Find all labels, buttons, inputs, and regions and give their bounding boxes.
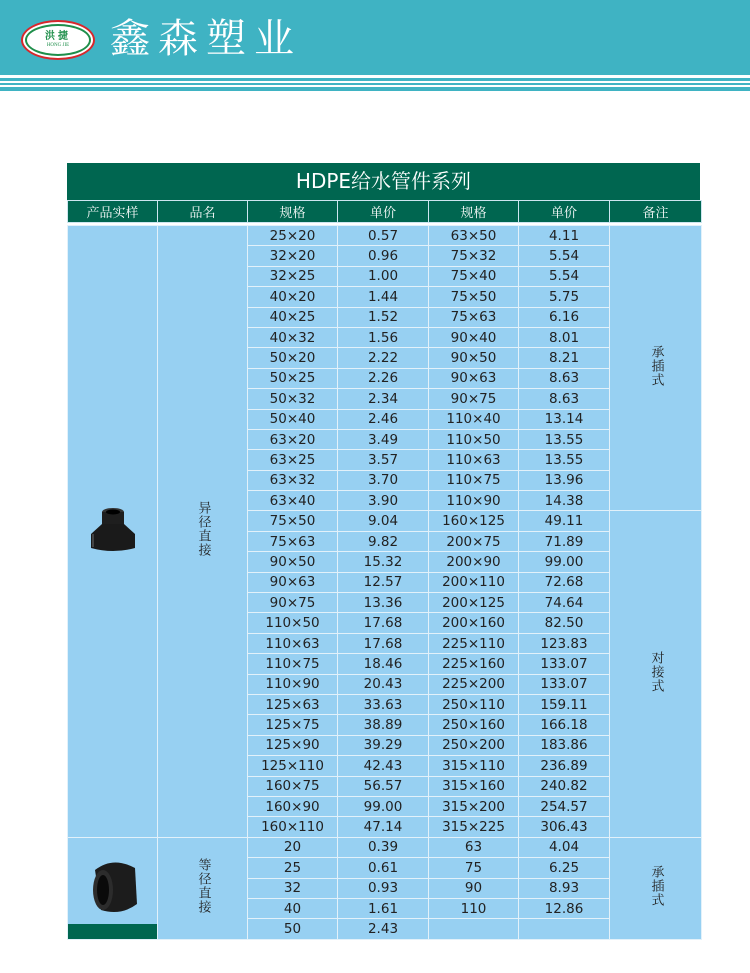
price-2-cell: 12.86 [519, 898, 610, 918]
col-header-price-2: 单价 [519, 201, 610, 223]
price-cell: 1.56 [338, 327, 429, 347]
spec-2-cell: 315×160 [429, 776, 519, 796]
spec-2-cell: 63 [429, 837, 519, 857]
spec-2-cell: 200×160 [429, 613, 519, 633]
price-2-cell: 133.07 [519, 674, 610, 694]
price-2-cell: 8.01 [519, 327, 610, 347]
spec-2-cell: 315×110 [429, 756, 519, 776]
price-table [67, 200, 702, 940]
price-2-cell: 236.89 [519, 756, 610, 776]
spec-2-cell: 200×110 [429, 572, 519, 592]
price-cell: 17.68 [338, 633, 429, 653]
price-cell: 2.46 [338, 409, 429, 429]
price-cell: 3.49 [338, 429, 429, 449]
spec-cell: 40×25 [248, 307, 338, 327]
price-cell: 15.32 [338, 552, 429, 572]
spec-cell: 32×25 [248, 266, 338, 286]
price-cell: 39.29 [338, 735, 429, 755]
spec-2-cell: 63×50 [429, 226, 519, 246]
price-2-cell: 13.55 [519, 429, 610, 449]
price-2-cell: 5.54 [519, 266, 610, 286]
spec-cell: 125×90 [248, 735, 338, 755]
table-row [68, 226, 702, 246]
price-cell: 0.39 [338, 837, 429, 857]
price-2-cell: 99.00 [519, 552, 610, 572]
price-cell: 47.14 [338, 817, 429, 837]
price-2-cell: 123.83 [519, 633, 610, 653]
spec-cell: 125×63 [248, 694, 338, 714]
header-banner [0, 0, 750, 75]
price-2-cell: 74.64 [519, 593, 610, 613]
spec-2-cell: 160×125 [429, 511, 519, 531]
column-header-row [68, 201, 702, 223]
price-2-cell: 5.75 [519, 287, 610, 307]
price-2-cell: 13.14 [519, 409, 610, 429]
price-2-cell: 8.21 [519, 348, 610, 368]
spec-cell: 160×110 [248, 817, 338, 837]
coupling-fitting-image [81, 906, 145, 922]
price-cell: 17.68 [338, 613, 429, 633]
spec-2-cell: 200×90 [429, 552, 519, 572]
price-cell: 1.44 [338, 287, 429, 307]
price-2-cell: 6.16 [519, 307, 610, 327]
company-logo [21, 20, 95, 60]
price-cell: 33.63 [338, 694, 429, 714]
header-stripe [0, 83, 750, 85]
price-2-cell: 13.96 [519, 470, 610, 490]
price-2-cell: 183.86 [519, 735, 610, 755]
spec-2-cell: 90 [429, 878, 519, 898]
spec-2-cell: 250×160 [429, 715, 519, 735]
spec-2-cell: 225×200 [429, 674, 519, 694]
spec-2-cell: 200×125 [429, 593, 519, 613]
price-cell: 1.61 [338, 898, 429, 918]
spec-cell: 110×50 [248, 613, 338, 633]
spec-cell: 40 [248, 898, 338, 918]
spec-cell: 75×50 [248, 511, 338, 531]
spec-2-cell: 225×160 [429, 654, 519, 674]
price-cell: 2.22 [338, 348, 429, 368]
spec-2-cell: 225×110 [429, 633, 519, 653]
spec-2-cell: 75×40 [429, 266, 519, 286]
spec-2-cell: 315×200 [429, 796, 519, 816]
price-cell: 9.82 [338, 531, 429, 551]
spec-cell: 50×32 [248, 389, 338, 409]
header-stripe [0, 87, 750, 91]
price-cell: 56.57 [338, 776, 429, 796]
price-cell: 1.00 [338, 266, 429, 286]
brand-name: 鑫森塑业 [110, 16, 302, 62]
spec-cell: 32×20 [248, 246, 338, 266]
price-2-cell: 8.93 [519, 878, 610, 898]
price-cell: 38.89 [338, 715, 429, 735]
spec-cell: 110×90 [248, 674, 338, 694]
spec-cell: 125×110 [248, 756, 338, 776]
price-2-cell: 240.82 [519, 776, 610, 796]
price-2-cell: 8.63 [519, 368, 610, 388]
spec-2-cell: 250×200 [429, 735, 519, 755]
spec-cell: 40×32 [248, 327, 338, 347]
spec-cell: 160×75 [248, 776, 338, 796]
remark-text: 承插式 [648, 344, 664, 387]
col-header-spec: 规格 [248, 201, 338, 223]
spec-cell: 40×20 [248, 287, 338, 307]
spec-cell: 25×20 [248, 226, 338, 246]
price-cell: 0.96 [338, 246, 429, 266]
spec-cell: 20 [248, 837, 338, 857]
green-footer-block [68, 924, 157, 939]
spec-cell: 160×90 [248, 796, 338, 816]
price-cell: 0.61 [338, 858, 429, 878]
spec-2-cell: 110×50 [429, 429, 519, 449]
logo-en-text: HONG JIE [46, 43, 70, 48]
price-2-cell: 14.38 [519, 491, 610, 511]
spec-cell: 63×32 [248, 470, 338, 490]
product-name: 等径直接 [195, 857, 211, 914]
logo-cn-text: 洪捷 [45, 31, 71, 42]
price-cell: 0.93 [338, 878, 429, 898]
spec-2-cell [429, 919, 519, 939]
spec-cell: 25 [248, 858, 338, 878]
price-2-cell: 254.57 [519, 796, 610, 816]
price-2-cell: 13.55 [519, 450, 610, 470]
price-2-cell: 82.50 [519, 613, 610, 633]
spec-2-cell: 90×40 [429, 327, 519, 347]
spec-cell: 125×75 [248, 715, 338, 735]
product-sample-cell [68, 226, 158, 838]
spec-cell: 90×75 [248, 593, 338, 613]
col-header-spec-2: 规格 [429, 201, 519, 223]
spec-2-cell: 90×63 [429, 368, 519, 388]
price-2-cell: 306.43 [519, 817, 610, 837]
header-stripe [0, 78, 750, 81]
price-2-cell: 8.63 [519, 389, 610, 409]
product-name-cell [158, 226, 248, 838]
price-2-cell: 5.54 [519, 246, 610, 266]
spec-2-cell: 110×75 [429, 470, 519, 490]
price-2-cell: 72.68 [519, 572, 610, 592]
spec-cell: 32 [248, 878, 338, 898]
price-2-cell: 6.25 [519, 858, 610, 878]
price-cell: 18.46 [338, 654, 429, 674]
table-row [68, 837, 702, 857]
spec-2-cell: 200×75 [429, 531, 519, 551]
spec-2-cell: 250×110 [429, 694, 519, 714]
col-header-name: 品名 [158, 201, 248, 223]
table-title: HDPE给水管件系列 [67, 163, 700, 200]
spec-cell: 50×25 [248, 368, 338, 388]
spec-2-cell: 315×225 [429, 817, 519, 837]
price-2-cell: 166.18 [519, 715, 610, 735]
price-cell: 13.36 [338, 593, 429, 613]
spec-2-cell: 75×32 [429, 246, 519, 266]
spec-2-cell: 110×40 [429, 409, 519, 429]
spec-cell: 50 [248, 919, 338, 939]
spec-cell: 90×63 [248, 572, 338, 592]
reducer-fitting-image [83, 542, 143, 558]
price-2-cell: 71.89 [519, 531, 610, 551]
remark-text: 对接式 [648, 650, 664, 693]
price-2-cell: 133.07 [519, 654, 610, 674]
price-2-cell: 159.11 [519, 694, 610, 714]
price-cell: 12.57 [338, 572, 429, 592]
price-cell: 3.90 [338, 491, 429, 511]
spec-2-cell: 110×90 [429, 491, 519, 511]
product-sample-cell [68, 837, 158, 939]
spec-2-cell: 90×75 [429, 389, 519, 409]
col-header-sample: 产品实样 [68, 201, 158, 223]
col-header-remark: 备注 [610, 201, 702, 223]
spec-2-cell: 90×50 [429, 348, 519, 368]
price-cell: 2.26 [338, 368, 429, 388]
spec-cell: 75×63 [248, 531, 338, 551]
price-2-cell: 49.11 [519, 511, 610, 531]
price-cell: 3.57 [338, 450, 429, 470]
spec-cell: 110×63 [248, 633, 338, 653]
price-cell: 9.04 [338, 511, 429, 531]
spec-2-cell: 110×63 [429, 450, 519, 470]
spec-cell: 63×40 [248, 491, 338, 511]
product-name-cell [158, 837, 248, 939]
remark-cell [610, 226, 702, 511]
price-2-cell: 4.04 [519, 837, 610, 857]
price-2-cell [519, 919, 610, 939]
spec-cell: 90×50 [248, 552, 338, 572]
spec-cell: 110×75 [248, 654, 338, 674]
price-cell: 20.43 [338, 674, 429, 694]
spec-cell: 50×20 [248, 348, 338, 368]
price-cell: 1.52 [338, 307, 429, 327]
price-cell: 0.57 [338, 226, 429, 246]
remark-cell [610, 511, 702, 837]
spec-2-cell: 110 [429, 898, 519, 918]
col-header-price: 单价 [338, 201, 429, 223]
remark-text: 承插式 [648, 864, 664, 907]
price-2-cell: 4.11 [519, 226, 610, 246]
spec-2-cell: 75 [429, 858, 519, 878]
price-cell: 3.70 [338, 470, 429, 490]
price-cell: 2.43 [338, 919, 429, 939]
spec-cell: 63×25 [248, 450, 338, 470]
spec-2-cell: 75×63 [429, 307, 519, 327]
spec-2-cell: 75×50 [429, 287, 519, 307]
price-cell: 42.43 [338, 756, 429, 776]
spec-cell: 63×20 [248, 429, 338, 449]
price-cell: 2.34 [338, 389, 429, 409]
remark-cell [610, 837, 702, 939]
price-cell: 99.00 [338, 796, 429, 816]
spec-cell: 50×40 [248, 409, 338, 429]
product-name: 异径直接 [195, 500, 211, 557]
